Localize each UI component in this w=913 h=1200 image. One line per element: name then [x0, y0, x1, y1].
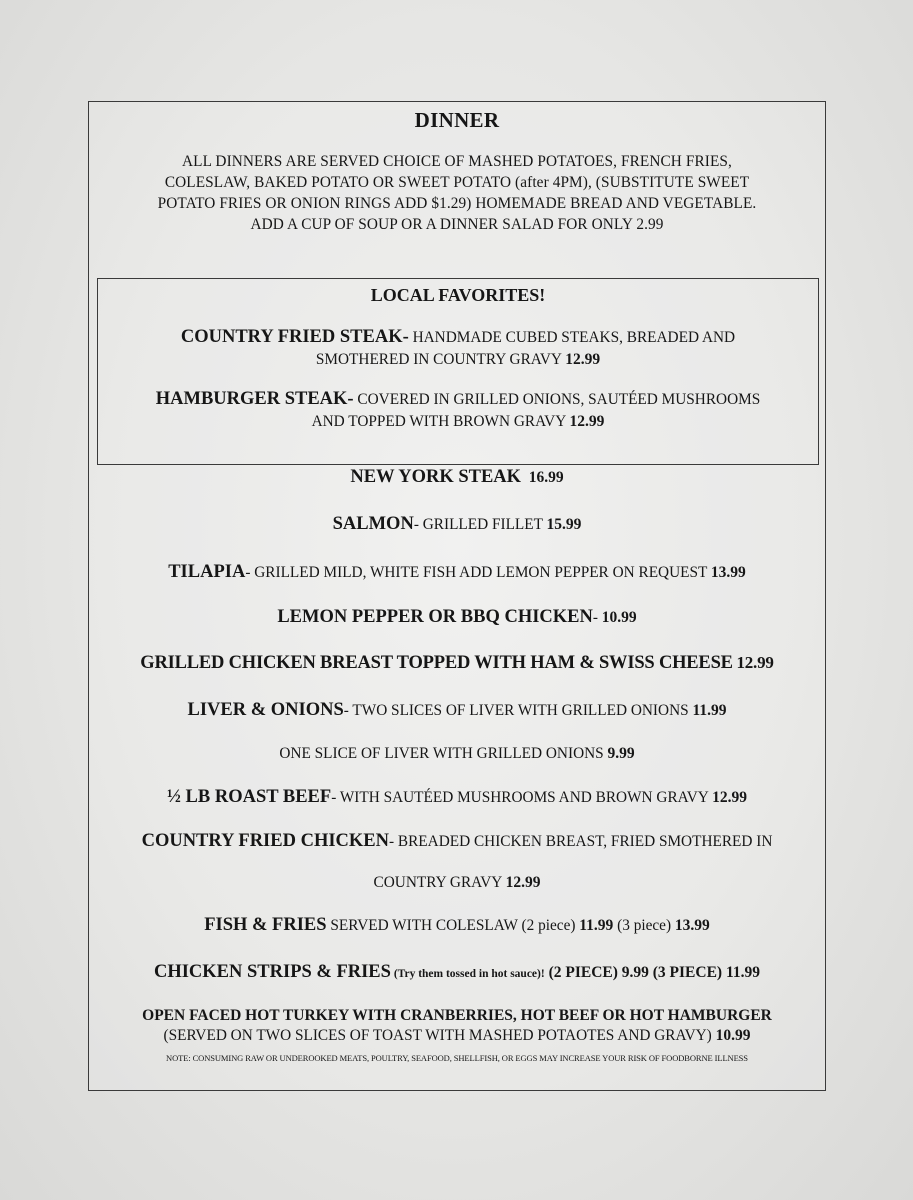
- local-favorites-title: LOCAL FAVORITES!: [370, 285, 546, 305]
- item-name: COUNTRY FRIED CHICKEN: [141, 831, 389, 851]
- menu-item-fish-fries: [89, 914, 825, 937]
- menu-item-liver-one-slice: [89, 743, 825, 765]
- item-desc: (Try them tossed in hot sauce)!: [390, 968, 545, 980]
- item-price: 10.99: [601, 609, 637, 626]
- menu-item-chicken-strips: [89, 961, 825, 985]
- item-label: (2 PIECE): [544, 964, 622, 981]
- item-price: 9.99: [621, 964, 649, 981]
- item-name: TILAPIA: [168, 562, 246, 582]
- menu-item-country-fried-chicken-cont: [89, 872, 825, 894]
- item-price: 12.99: [565, 351, 601, 368]
- intro-line: ALL DINNERS ARE SERVED CHOICE OF MASHED POTATOES, FRENCH FRIES,: [182, 153, 732, 170]
- item-name: COUNTRY FRIED STEAK-: [180, 327, 409, 347]
- foodborne-illness-note: NOTE: CONSUMING RAW OR UNDEROOKED MEATS, POULTRY, SEAFOOD, SHELLFISH, OR EGGS MAY INCREASE YOUR RISK OF FOODBORNE ILLNESS: [166, 1053, 748, 1063]
- item-name: CHICKEN STRIPS & FRIES: [153, 962, 391, 982]
- item-price: 15.99: [546, 516, 582, 533]
- item-price: 12.99: [505, 874, 541, 891]
- item-price: 12.99: [712, 789, 747, 806]
- item-price: 9.99: [607, 745, 635, 762]
- item-desc: -: [592, 609, 602, 626]
- item-desc: - TWO SLICES OF LIVER WITH GRILLED ONIONS: [343, 702, 693, 719]
- local-favorites-box: [97, 278, 819, 465]
- item-desc: - BREADED CHICKEN BREAST, FRIED SMOTHERED IN: [388, 833, 773, 850]
- intro-line: ADD A CUP OF SOUP OR A DINNER SALAD FOR ONLY 2.99: [250, 216, 664, 233]
- item-desc: (SERVED ON TWO SLICES OF TOAST WITH MASHED POTAOTES AND GRAVY): [163, 1027, 716, 1044]
- menu-item-hamburger-steak: [98, 388, 818, 433]
- item-label: (3 PIECE): [648, 964, 726, 981]
- menu-item-country-fried-steak: [98, 326, 818, 371]
- item-price: 11.99: [725, 964, 760, 981]
- item-desc: COVERED IN GRILLED ONIONS, SAUTÉED MUSHROOMS: [353, 391, 761, 408]
- item-name: NEW YORK STEAK: [350, 467, 522, 487]
- item-name: LIVER & ONIONS: [187, 700, 344, 720]
- item-name: HAMBURGER STEAK-: [155, 389, 354, 409]
- menu-item-liver-onions: [89, 699, 825, 722]
- item-price: 13.99: [674, 917, 710, 934]
- item-desc: COUNTRY GRAVY: [373, 874, 506, 891]
- item-price: 12.99: [736, 653, 774, 672]
- menu-item-roast-beef: [89, 786, 825, 809]
- item-price: 12.99: [569, 413, 605, 430]
- item-desc: - WITH SAUTÉED MUSHROOMS AND BROWN GRAVY: [331, 789, 713, 806]
- menu-header: [89, 102, 825, 235]
- item-desc: SMOTHERED IN COUNTRY GRAVY: [315, 351, 566, 368]
- menu-title: DINNER: [414, 108, 500, 132]
- menu-intro: [89, 151, 825, 235]
- item-desc: ONE SLICE OF LIVER WITH GRILLED ONIONS: [279, 745, 608, 762]
- item-desc: AND TOPPED WITH BROWN GRAVY: [311, 413, 570, 430]
- item-name: ½ LB ROAST BEEF: [167, 787, 332, 807]
- intro-line: COLESLAW, BAKED POTATO OR SWEET POTATO (after 4PM), (SUBSTITUTE SWEET: [164, 174, 750, 191]
- menu-item-salmon: [89, 513, 825, 536]
- item-desc: HANDMADE CUBED STEAKS, BREADED AND: [408, 329, 736, 346]
- item-price: 16.99: [528, 469, 564, 486]
- item-desc: - GRILLED MILD, WHITE FISH ADD LEMON PEPPER ON REQUEST: [245, 564, 711, 581]
- item-desc: (3 piece): [613, 917, 675, 934]
- item-price: 13.99: [710, 564, 746, 581]
- item-price: 10.99: [715, 1027, 751, 1044]
- item-name: OPEN FACED HOT TURKEY WITH CRANBERRIES, HOT BEEF OR HOT HAMBURGER: [142, 1007, 772, 1024]
- menu-item-tilapia: [89, 561, 825, 584]
- item-name: GRILLED CHICKEN BREAST TOPPED WITH HAM & SWISS CHEESE: [140, 653, 733, 673]
- intro-line: POTATO FRIES OR ONION RINGS ADD $1.29) HOMEMADE BREAD AND VEGETABLE.: [157, 195, 757, 212]
- item-price: 11.99: [579, 917, 614, 934]
- menu-item-new-york-steak: [89, 466, 825, 489]
- item-name: SALMON: [332, 514, 414, 534]
- menu-item-grilled-chicken-breast: [89, 652, 825, 675]
- menu-item-country-fried-chicken: [89, 830, 825, 853]
- item-name: LEMON PEPPER OR BBQ CHICKEN: [277, 607, 593, 627]
- item-desc: - GRILLED FILLET: [413, 516, 547, 533]
- menu-item-open-faced: [89, 1006, 825, 1046]
- menu-item-lemon-pepper-chicken: [89, 606, 825, 629]
- menu-page: [88, 101, 826, 1091]
- item-desc: SERVED WITH COLESLAW (2 piece): [326, 917, 580, 934]
- item-name: FISH & FRIES: [204, 915, 327, 935]
- item-price: 11.99: [692, 702, 727, 719]
